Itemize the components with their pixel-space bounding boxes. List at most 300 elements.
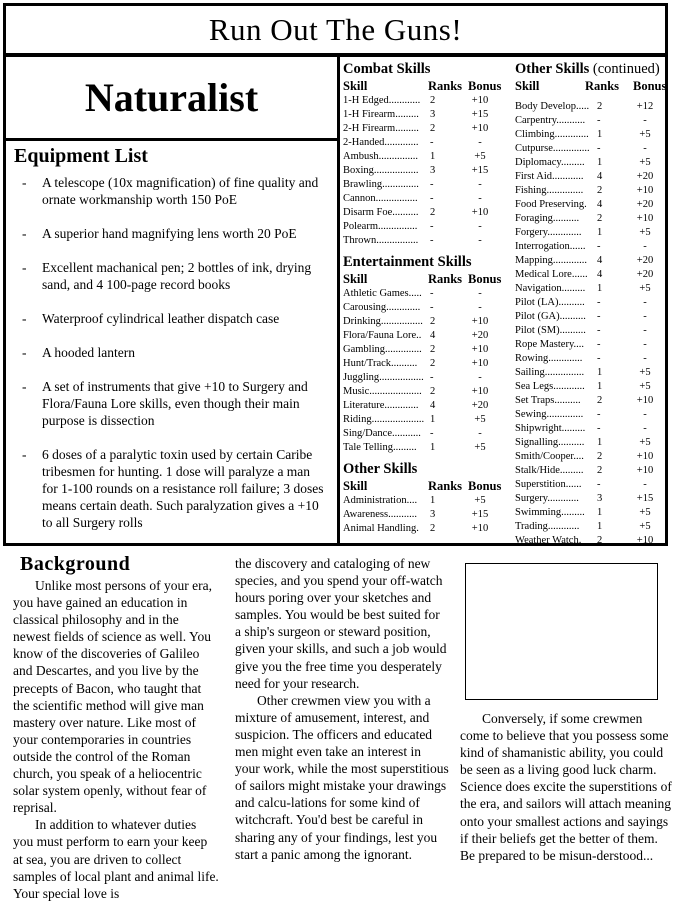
skill-row xyxy=(515,464,665,478)
skill-name: Brawling.............. xyxy=(343,179,419,190)
skill-row xyxy=(343,508,511,522)
skill-ranks: 2 xyxy=(430,344,436,355)
skill-ranks: - xyxy=(597,353,601,364)
game-title-text: Run Out The Guns! xyxy=(208,11,463,47)
skill-name: Juggling................. xyxy=(343,372,424,383)
skill-row xyxy=(343,399,511,413)
background-paragraph: Unlike most persons of your era, you have gained an education in classical philosophy and in the newest fields of science as well. You know of the discoveries of Galileo and Descartes, and you live by the precepts of Bacon, who taught that the scientific method will give man mastery over nature. Like most of your contemporaries in countries outside the control of the Roman church, you speak of a heliocentric solar system openly, without fear of reprisal. xyxy=(13,578,212,816)
skill-row xyxy=(515,226,665,240)
skill-row xyxy=(515,100,665,114)
equipment-item xyxy=(14,225,329,242)
skill-ranks: 2 xyxy=(597,101,603,112)
skill-name: Pilot (SM).......... xyxy=(515,325,586,336)
equipment-list xyxy=(3,138,340,546)
skill-row xyxy=(515,212,665,226)
skill-name: Sea Legs............ xyxy=(515,381,585,392)
equipment-title: Equipment List xyxy=(14,145,148,167)
skill-name: Gambling.............. xyxy=(343,344,422,355)
skill-row xyxy=(515,170,665,184)
background-paragraph: the discovery and cataloging of new species, and you spend your off-watch hours poring over your sketches and samples. You would be best suited for a ship's surgeon or steward position, given your skills, and such a job would give you the free time you desperately need for your research. xyxy=(235,556,447,691)
skill-name: Administration.... xyxy=(343,495,418,506)
skill-row xyxy=(515,380,665,394)
skill-name: Carousing............. xyxy=(343,302,421,313)
skill-name: 1-H Firearm......... xyxy=(343,109,419,120)
skill-bonus: - xyxy=(478,221,482,232)
skill-bonus: +15 xyxy=(471,165,489,176)
skill-row xyxy=(515,184,665,198)
combat-skills-rows xyxy=(343,94,511,248)
equipment-item-text: Waterproof cylindrical leather dispatch case xyxy=(42,311,280,326)
skill-row xyxy=(343,164,511,178)
skill-ranks: 1 xyxy=(597,129,603,140)
equipment-item xyxy=(14,259,329,293)
entertainment-skills-header xyxy=(343,272,511,287)
skill-name: Riding.................... xyxy=(343,414,425,425)
other-skills-continued-title xyxy=(515,61,665,77)
skill-name: Swimming......... xyxy=(515,507,585,518)
skill-ranks: - xyxy=(597,115,601,126)
skill-ranks: 2 xyxy=(430,316,436,327)
skill-row xyxy=(515,338,665,352)
skill-bonus: +10 xyxy=(471,316,489,327)
skill-ranks: 3 xyxy=(597,493,603,504)
class-name: Naturalist xyxy=(84,75,259,120)
skill-ranks: - xyxy=(597,241,601,252)
skill-name: Ambush............... xyxy=(343,151,418,162)
skill-name: Body Develop..... xyxy=(515,101,590,112)
skill-bonus: +15 xyxy=(471,509,489,520)
background-paragraph: Other crewmen view you with a mixture of amusement, interest, and suspicion. The officers and educated men might even take an interest in your work, while the most superstitious of sailors might mistake your drawings and calcu-lations for some kind of witchcraft. You'd best be careful in sharing any of your findings, lest you start a panic among the ignorant. xyxy=(235,692,449,862)
skill-bonus: +5 xyxy=(639,507,651,518)
skill-bonus: +20 xyxy=(636,199,654,210)
skill-row xyxy=(343,136,511,150)
skill-ranks: 2 xyxy=(430,207,436,218)
skill-ranks: - xyxy=(430,302,434,313)
skill-name: Literature............. xyxy=(343,400,419,411)
skill-name: Smith/Cooper.... xyxy=(515,451,584,462)
skill-bonus: +5 xyxy=(474,414,486,425)
skill-ranks: 2 xyxy=(597,465,603,476)
skill-bonus: +10 xyxy=(471,207,489,218)
skill-name: Animal Handling. xyxy=(343,523,419,534)
skill-row xyxy=(343,108,511,122)
skill-name: Athletic Games..... xyxy=(343,288,422,299)
skill-ranks: 4 xyxy=(597,269,603,280)
bullet-dash: - xyxy=(22,345,27,360)
skill-name: Sewing.............. xyxy=(515,409,584,420)
skill-ranks: 1 xyxy=(430,442,436,453)
skill-row xyxy=(515,366,665,380)
skill-row xyxy=(515,520,665,534)
skill-ranks: - xyxy=(430,221,434,232)
skill-row xyxy=(343,178,511,192)
skill-row xyxy=(515,296,665,310)
equipment-item xyxy=(14,310,329,327)
skill-ranks: - xyxy=(597,409,601,420)
skill-name: 2-Handed............. xyxy=(343,137,419,148)
skill-bonus: - xyxy=(643,479,647,490)
skill-name: Pilot (GA).......... xyxy=(515,311,586,322)
skill-bonus: - xyxy=(478,288,482,299)
equipment-item-text: 6 doses of a paralytic toxin used by certain Caribe tribesmen for hunting. 1 dose will paralyze a man for 1-100 rounds on a resistance roll failure; 3 doses means certain death. Such paralyzation gives a +10 to all Surgery rolls xyxy=(42,447,324,530)
skill-bonus: +5 xyxy=(639,129,651,140)
skill-name: Thrown................ xyxy=(343,235,419,246)
skill-ranks: 1 xyxy=(597,521,603,532)
equipment-item-text: A superior hand magnifying lens worth 20 PoE xyxy=(42,226,297,241)
skill-name: Awareness........... xyxy=(343,509,417,520)
col-ranks: Ranks xyxy=(428,479,463,493)
skill-bonus: +5 xyxy=(639,521,651,532)
skill-name: Sing/Dance........... xyxy=(343,428,421,439)
skill-name: Stalk/Hide......... xyxy=(515,465,584,476)
bullet-dash: - xyxy=(22,260,27,275)
equipment-item xyxy=(14,378,329,429)
skill-ranks: 2 xyxy=(430,386,436,397)
skill-ranks: 2 xyxy=(597,213,603,224)
skill-bonus: - xyxy=(643,353,647,364)
skill-bonus: +20 xyxy=(636,255,654,266)
skill-bonus: +10 xyxy=(471,344,489,355)
skill-name: Drinking................ xyxy=(343,316,423,327)
other-skills-header xyxy=(343,479,511,494)
skill-row xyxy=(515,114,665,128)
skill-name: Cutpurse.............. xyxy=(515,143,590,154)
skill-bonus: - xyxy=(643,143,647,154)
skill-ranks: - xyxy=(430,428,434,439)
bullet-dash: - xyxy=(22,379,27,394)
skill-row xyxy=(515,436,665,450)
skill-bonus: - xyxy=(478,235,482,246)
skill-row xyxy=(343,150,511,164)
skill-row xyxy=(515,450,665,464)
skill-ranks: - xyxy=(430,193,434,204)
skill-row xyxy=(343,94,511,108)
skill-bonus: - xyxy=(643,297,647,308)
skill-name: Cannon................ xyxy=(343,193,418,204)
skill-bonus: +20 xyxy=(636,269,654,280)
skill-bonus: +5 xyxy=(639,227,651,238)
skill-name: Medical Lore...... xyxy=(515,269,588,280)
skill-bonus: - xyxy=(643,423,647,434)
skill-bonus: - xyxy=(643,409,647,420)
skill-ranks: 3 xyxy=(430,165,436,176)
skill-ranks: - xyxy=(430,372,434,383)
other-skills-continued xyxy=(515,61,665,548)
entertainment-skills xyxy=(343,254,511,455)
skill-ranks: 4 xyxy=(430,400,436,411)
combat-skills xyxy=(343,61,511,248)
skill-row xyxy=(343,301,511,315)
other-skills-continued-header xyxy=(515,79,665,94)
skill-name: Forgery............. xyxy=(515,227,582,238)
skill-ranks: 1 xyxy=(430,414,436,425)
skill-bonus: +10 xyxy=(471,123,489,134)
skill-bonus: - xyxy=(478,137,482,148)
skill-row xyxy=(343,220,511,234)
skill-ranks: - xyxy=(597,423,601,434)
skill-bonus: +5 xyxy=(474,495,486,506)
skill-ranks: - xyxy=(597,479,601,490)
col-skill: Skill xyxy=(343,272,368,286)
skill-ranks: - xyxy=(597,325,601,336)
skill-row xyxy=(343,441,511,455)
skill-row xyxy=(343,206,511,220)
skill-row xyxy=(515,394,665,408)
skill-bonus: +5 xyxy=(474,442,486,453)
skill-ranks: 1 xyxy=(597,227,603,238)
skill-bonus: +20 xyxy=(636,171,654,182)
skill-row xyxy=(343,413,511,427)
skill-ranks: 3 xyxy=(430,509,436,520)
skill-ranks: 1 xyxy=(430,495,436,506)
col-ranks: Ranks xyxy=(428,79,463,93)
skill-bonus: - xyxy=(478,179,482,190)
skill-ranks: 2 xyxy=(430,523,436,534)
other-skills-rows xyxy=(343,494,511,536)
portrait-frame xyxy=(465,563,658,700)
skill-bonus: - xyxy=(643,115,647,126)
skill-name: Climbing............. xyxy=(515,129,589,140)
skill-name: Set Traps.......... xyxy=(515,395,581,406)
skill-bonus: - xyxy=(478,302,482,313)
skill-ranks: 2 xyxy=(597,535,603,546)
equipment-item xyxy=(14,446,329,531)
skill-name: Trading............ xyxy=(515,521,580,532)
class-name-box xyxy=(3,54,340,141)
skill-name: Boxing................. xyxy=(343,165,419,176)
skill-ranks: 4 xyxy=(430,330,436,341)
skill-bonus: +5 xyxy=(639,437,651,448)
skill-name: Foraging.......... xyxy=(515,213,580,224)
skill-name: Weather Watch. xyxy=(515,535,582,546)
skill-bonus: +10 xyxy=(636,451,654,462)
skill-row xyxy=(343,371,511,385)
skill-name: Flora/Fauna Lore.. xyxy=(343,330,422,341)
skill-ranks: 4 xyxy=(597,171,603,182)
skill-ranks: 1 xyxy=(597,381,603,392)
other-skills-continued-rows xyxy=(515,100,665,548)
skill-ranks: - xyxy=(430,179,434,190)
skill-bonus: +10 xyxy=(471,95,489,106)
col-skill: Skill xyxy=(343,479,368,493)
skill-bonus: +15 xyxy=(636,493,654,504)
skills-column-right xyxy=(515,61,665,552)
skill-row xyxy=(343,122,511,136)
equipment-item-text: A telescope (10x magnification) of fine quality and ornate workmanship worth 150 PoE xyxy=(42,175,319,207)
skill-row xyxy=(343,427,511,441)
skill-row xyxy=(515,268,665,282)
col-bonus: Bonus xyxy=(468,272,502,286)
skill-name: Interrogation...... xyxy=(515,241,586,252)
skill-name: First Aid............ xyxy=(515,171,584,182)
skill-name: Tale Telling......... xyxy=(343,442,417,453)
skill-name: Rowing............. xyxy=(515,353,583,364)
continued-label: (continued) xyxy=(592,61,660,77)
skill-name: Disarm Foe.......... xyxy=(343,207,419,218)
skill-row xyxy=(515,352,665,366)
skill-name: Polearm............... xyxy=(343,221,418,232)
skill-ranks: 1 xyxy=(430,151,436,162)
skill-bonus: +5 xyxy=(474,151,486,162)
skill-ranks: - xyxy=(597,311,601,322)
skill-bonus: +15 xyxy=(471,109,489,120)
skill-row xyxy=(515,282,665,296)
skill-ranks: 2 xyxy=(597,185,603,196)
background-paragraph: In addition to whatever duties you must perform to earn your keep at sea, you are driven to collect samples of local plant and animal life. Your special love is xyxy=(13,817,219,901)
skill-bonus: +10 xyxy=(636,535,654,546)
skill-row xyxy=(515,492,665,506)
skill-row xyxy=(515,310,665,324)
other-skills-title: Other Skills xyxy=(343,461,418,477)
skill-name: Mapping............. xyxy=(515,255,588,266)
skill-row xyxy=(515,478,665,492)
skill-ranks: 2 xyxy=(430,123,436,134)
background-paragraph: Conversely, if some crewmen come to believe that you possess some kind of shamanistic ability, you could be seen as a living good luck charm. Science does excite the superstitions of the era, and sailors will attach meaning onto your smallest actions and sayings if their beliefs get the better of them. Be prepared to be misun-derstood... xyxy=(460,711,672,863)
skill-name: Shipwright......... xyxy=(515,423,586,434)
skill-ranks: - xyxy=(430,137,434,148)
skill-ranks: 2 xyxy=(430,358,436,369)
combat-skills-header xyxy=(343,79,511,94)
skill-bonus: - xyxy=(478,428,482,439)
skill-ranks: - xyxy=(597,339,601,350)
skill-bonus: +12 xyxy=(636,101,654,112)
background-column-3 xyxy=(460,710,672,864)
skill-name: Music.................... xyxy=(343,386,422,397)
skill-ranks: - xyxy=(597,143,601,154)
skill-row xyxy=(515,534,665,548)
skill-name: Navigation......... xyxy=(515,283,586,294)
skill-name: Hunt/Track.......... xyxy=(343,358,418,369)
skill-ranks: 2 xyxy=(430,95,436,106)
skill-row xyxy=(515,142,665,156)
skill-name: Diplomacy......... xyxy=(515,157,585,168)
skill-row xyxy=(343,287,511,301)
equipment-item xyxy=(14,174,329,208)
col-bonus: Bonus xyxy=(468,479,502,493)
skill-ranks: - xyxy=(597,297,601,308)
skill-row xyxy=(515,422,665,436)
skill-name: 2-H Firearm......... xyxy=(343,123,419,134)
skill-bonus: +10 xyxy=(471,523,489,534)
combat-skills-title: Combat Skills xyxy=(343,61,431,77)
skill-row xyxy=(515,324,665,338)
col-bonus: Bonus xyxy=(633,79,667,93)
skill-bonus: - xyxy=(643,311,647,322)
skill-name: Surgery............ xyxy=(515,493,579,504)
skill-name: Carpentry........... xyxy=(515,115,586,126)
skill-bonus: +10 xyxy=(471,386,489,397)
skills-column-left xyxy=(343,61,511,540)
skill-row xyxy=(515,506,665,520)
skill-bonus: +10 xyxy=(636,465,654,476)
entertainment-skills-title: Entertainment Skills xyxy=(343,254,472,270)
skill-name: Rope Mastery.... xyxy=(515,339,585,350)
skill-ranks: 1 xyxy=(597,283,603,294)
skill-bonus: +10 xyxy=(636,213,654,224)
skill-ranks: 4 xyxy=(597,199,603,210)
other-skills xyxy=(343,461,511,536)
skill-name: Superstition...... xyxy=(515,479,582,490)
background-title: Background xyxy=(20,553,131,575)
background-column-1 xyxy=(13,577,219,902)
skill-ranks: 1 xyxy=(597,367,603,378)
skill-ranks: - xyxy=(430,235,434,246)
skill-ranks: 2 xyxy=(597,451,603,462)
skill-row xyxy=(515,128,665,142)
skill-bonus: - xyxy=(478,193,482,204)
bullet-dash: - xyxy=(22,447,27,462)
skill-bonus: +5 xyxy=(639,283,651,294)
equipment-item-text: A hooded lantern xyxy=(42,345,135,360)
skill-bonus: - xyxy=(478,372,482,383)
skill-ranks: 1 xyxy=(597,437,603,448)
skill-row xyxy=(343,343,511,357)
skill-row xyxy=(343,385,511,399)
skill-ranks: 3 xyxy=(430,109,436,120)
equipment-item xyxy=(14,344,329,361)
skill-ranks: 4 xyxy=(597,255,603,266)
bullet-dash: - xyxy=(22,311,27,326)
background-column-2 xyxy=(235,555,449,863)
skills-panel xyxy=(340,54,668,546)
skill-bonus: - xyxy=(643,339,647,350)
entertainment-skills-rows xyxy=(343,287,511,455)
other-skills-continued-title-main: Other Skills xyxy=(515,61,590,77)
bullet-dash: - xyxy=(22,175,27,190)
col-skill: Skill xyxy=(515,79,540,93)
skill-name: Food Preserving. xyxy=(515,199,587,210)
skill-ranks: 1 xyxy=(597,157,603,168)
skill-bonus: - xyxy=(643,325,647,336)
skill-row xyxy=(515,254,665,268)
game-title xyxy=(3,3,668,56)
skill-bonus: - xyxy=(643,241,647,252)
skill-bonus: +20 xyxy=(471,400,489,411)
equipment-items xyxy=(14,174,329,531)
skill-bonus: +5 xyxy=(639,367,651,378)
skill-row xyxy=(343,494,511,508)
bullet-dash: - xyxy=(22,226,27,241)
skill-name: Signalling.......... xyxy=(515,437,585,448)
skill-bonus: +10 xyxy=(636,395,654,406)
skill-bonus: +10 xyxy=(636,185,654,196)
skill-bonus: +10 xyxy=(471,358,489,369)
equipment-item-text: A set of instruments that give +10 to Surgery and Flora/Fauna Lore skills, even though their main purpose is dissection xyxy=(42,379,308,428)
col-skill: Skill xyxy=(343,79,368,93)
col-ranks: Ranks xyxy=(585,79,620,93)
skill-row xyxy=(343,357,511,371)
skill-row xyxy=(343,329,511,343)
skill-row xyxy=(343,315,511,329)
col-bonus: Bonus xyxy=(468,79,502,93)
skill-row xyxy=(515,408,665,422)
skill-bonus: +20 xyxy=(471,330,489,341)
equipment-item-text: Excellent machanical pen; 2 bottles of ink, drying sand, and 4 100-page record books xyxy=(42,260,312,292)
skill-row xyxy=(343,234,511,248)
skill-ranks: 1 xyxy=(597,507,603,518)
skill-name: 1-H Edged............ xyxy=(343,95,421,106)
col-ranks: Ranks xyxy=(428,272,463,286)
skill-name: Pilot (LA).......... xyxy=(515,297,585,308)
skill-row xyxy=(515,198,665,212)
skill-ranks: - xyxy=(430,288,434,299)
skill-bonus: +5 xyxy=(639,381,651,392)
skill-name: Sailing............... xyxy=(515,367,585,378)
skill-bonus: +5 xyxy=(639,157,651,168)
skill-name: Fishing.............. xyxy=(515,185,584,196)
skill-row xyxy=(515,156,665,170)
skill-row xyxy=(343,192,511,206)
